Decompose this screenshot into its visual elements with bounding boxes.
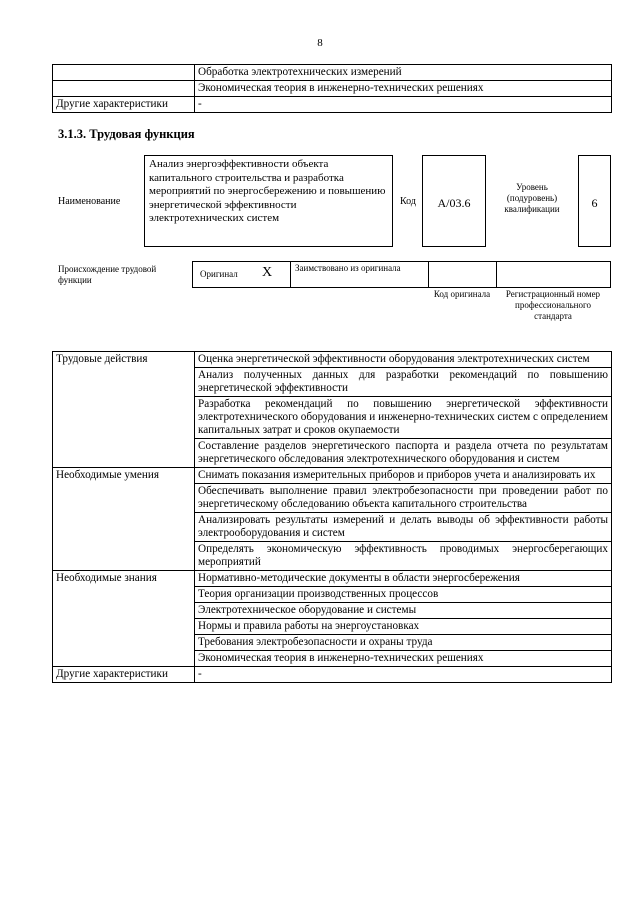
skill-item: Обеспечивать выполнение правил электробезопасности при проведении работ по энергетическому обследованию объекта капитального строительства (195, 484, 612, 513)
action-item: Оценка энергетической эффективности оборудования электротехнических систем (195, 352, 612, 368)
origin-divider-1 (290, 261, 291, 288)
code-caption: Код оригинала (433, 289, 491, 299)
borrowed-label: Заимствовано из оригинала (295, 263, 401, 273)
original-mark: X (262, 265, 273, 280)
skills-label: Необходимые умения (53, 468, 195, 571)
knowledge-item: Экономическая теория в инженерно-технических решениях (195, 651, 612, 667)
action-item: Разработка рекомендаций по повышению энергетической эффективности электротехнического оборудования и инженерно-технических систем с определением капитальных затрат и сроков окупаемости (195, 397, 612, 439)
knowledge-item: Нормы и правила работы на энергоустановках (195, 619, 612, 635)
table-row (53, 571, 612, 587)
table-row (53, 352, 612, 368)
knowledge-item: Электротехническое оборудование и системы (195, 603, 612, 619)
row-value: Обработка электротехнических измерений (195, 65, 612, 81)
knowledge-label: Необходимые знания (53, 571, 195, 667)
reg-caption: Регистрационный номер профессионального стандарта (505, 289, 601, 321)
knowledge-item: Нормативно-методические документы в области энергосбережения (195, 571, 612, 587)
code-label: Код (400, 196, 416, 207)
origin-label: Происхождение трудовой функции (58, 264, 157, 285)
row-value: Экономическая теория в инженерно-технических решениях (195, 81, 612, 97)
action-item: Анализ полученных данных для разработки рекомендаций по повышению энергетической эффективности (195, 368, 612, 397)
page-number: 8 (317, 37, 323, 49)
knowledge-item: Требования электробезопасности и охраны труда (195, 635, 612, 651)
origin-divider-2 (428, 261, 429, 288)
table-row (53, 81, 612, 97)
table-row (53, 97, 612, 113)
other-label: Другие характеристики (53, 667, 195, 683)
origin-divider-3 (496, 261, 497, 288)
table-row (53, 468, 612, 484)
section-heading: 3.1.3. Трудовая функция (58, 127, 195, 141)
level-box (578, 155, 611, 247)
row-value: - (195, 97, 612, 113)
other-value: - (195, 667, 612, 683)
table-row (53, 65, 612, 81)
code-box (422, 155, 486, 247)
row-label (53, 81, 195, 97)
row-label: Другие характеристики (53, 97, 195, 113)
code-value: А/03.6 (437, 196, 471, 210)
level-value: 6 (591, 196, 598, 210)
table-row (53, 667, 612, 683)
function-name-box (144, 155, 393, 247)
actions-label: Трудовые действия (53, 352, 195, 468)
skill-item: Определять экономическую эффективность проводимых энергосберегающих мероприятий (195, 542, 612, 571)
function-name: Анализ энергоэффективности объекта капитального строительства и разработка мероприятий по энергосбережению и повышению энергетической эффективности электротехнических систем (149, 158, 386, 224)
main-table (52, 351, 612, 683)
skill-item: Анализировать результаты измерений и делать выводы об эффективности работы электрооборудования и систем (195, 513, 612, 542)
name-label: Наименование (58, 196, 121, 207)
level-label: Уровень (подуровень) квалификации (504, 182, 560, 214)
action-item: Составление разделов энергетического паспорта и раздела отчета по результатам энергетического обследования электротехнического оборудования и систем (195, 439, 612, 468)
top-table (52, 64, 612, 113)
skill-item: Снимать показания измерительных приборов и приборов учета и анализировать их (195, 468, 612, 484)
original-label: Оригинал (200, 269, 238, 279)
row-label (53, 65, 195, 81)
knowledge-item: Теория организации производственных процессов (195, 587, 612, 603)
